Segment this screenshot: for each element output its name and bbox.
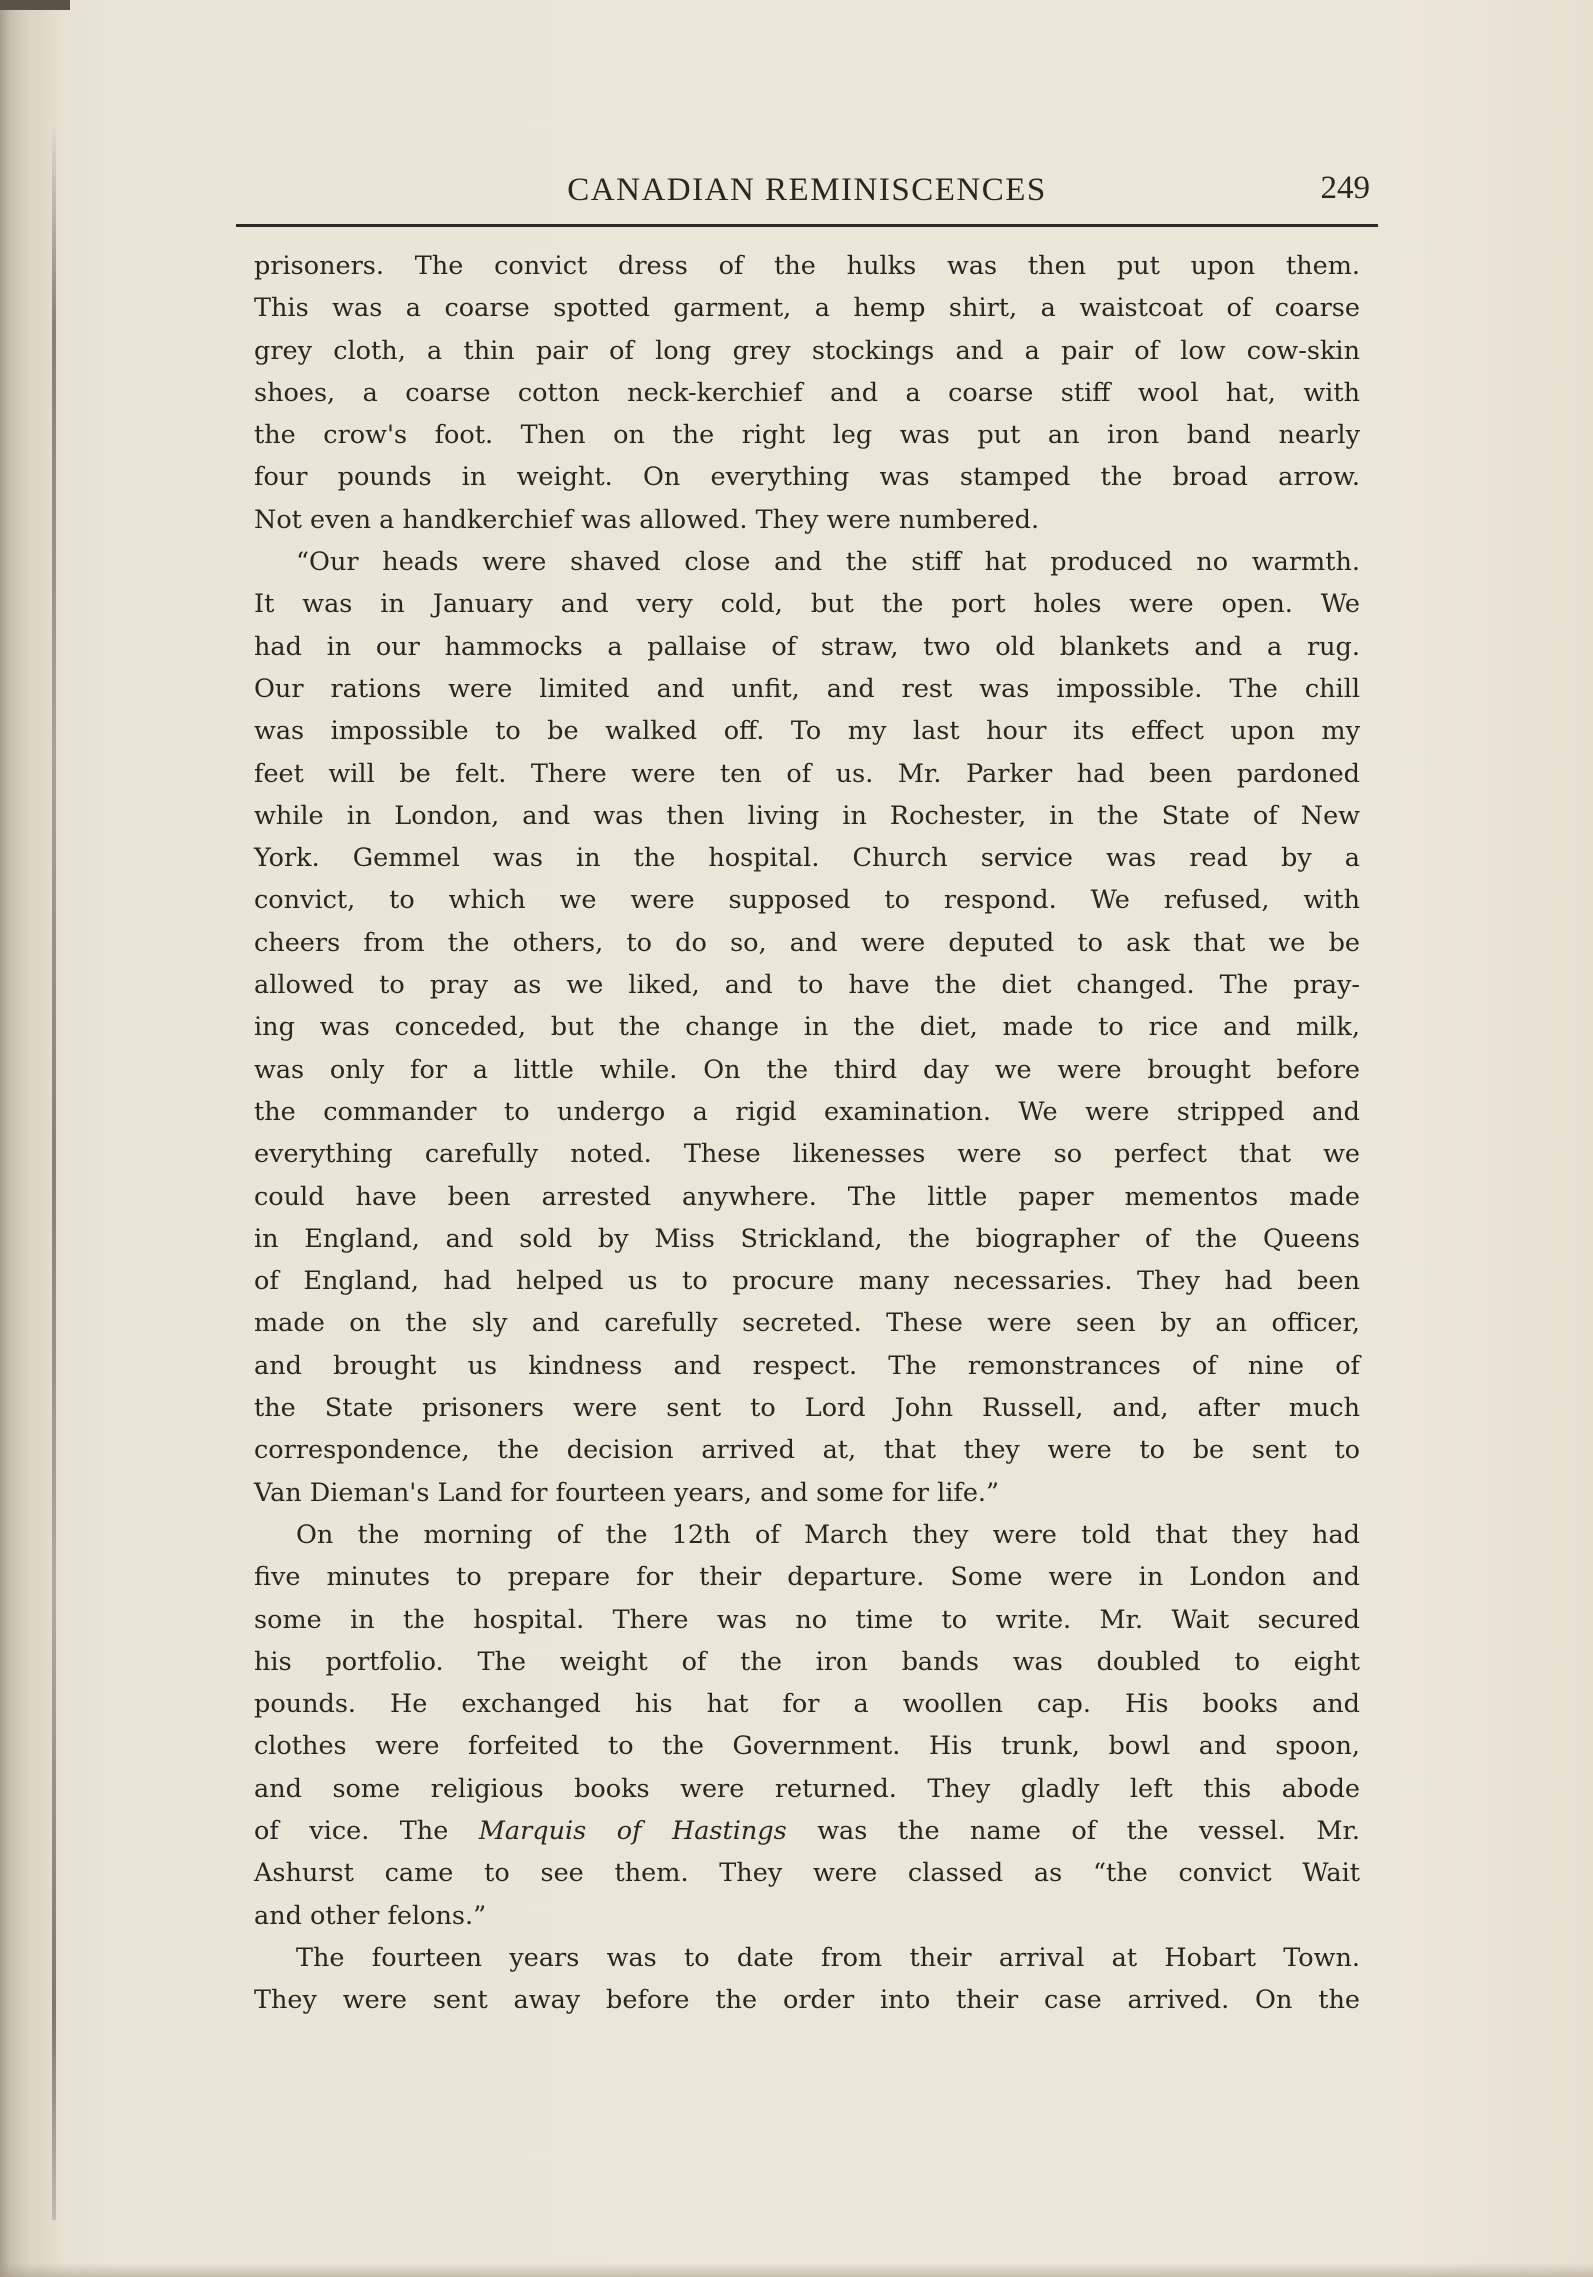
text-line: Not even a handkerchief was allowed. They were numbered. [254, 504, 1040, 535]
text-line: convict, to which we were supposed to respond. We refused, with [254, 885, 1360, 916]
text-line: “Our heads were shaved close and the stiff hat produced no warmth. [296, 547, 1360, 578]
ship-name: Marquis of Hastings [478, 1815, 787, 1846]
text-line: Our rations were limited and unfit, and rest was impossible. The chill [254, 673, 1360, 704]
bottom-edge-shadow [0, 2263, 1593, 2277]
text-line: feet will be felt. There were ten of us. Mr. Parker had been pardoned [254, 758, 1360, 789]
text-line [254, 1810, 1360, 1852]
text-line: cheers from the others, to do so, and were deputed to ask that we be [254, 927, 1360, 958]
header-rule [236, 224, 1378, 227]
spine-shadow [52, 120, 56, 2220]
text-line: could have been arrested anywhere. The little paper mementos made [254, 1181, 1360, 1212]
text-line: Ashurst came to see them. They were classed as “the convict Wait [254, 1858, 1360, 1889]
running-head: CANADIAN REMINISCENCES [567, 172, 1047, 208]
text-line: Van Dieman's Land for fourteen years, and some for life.” [254, 1477, 1000, 1508]
text-line: correspondence, the decision arrived at, that they were to be sent to [254, 1435, 1360, 1466]
text-line: was impossible to be walked off. To my last hour its effect upon my [254, 716, 1360, 747]
text-line: and other felons.” [254, 1900, 487, 1931]
text-line: had in our hammocks a pallaise of straw, two old blankets and a rug. [254, 631, 1360, 662]
text-line: the commander to undergo a rigid examination. We were stripped and [254, 1096, 1360, 1127]
page-corner-mark [0, 0, 70, 10]
text-line: allowed to pray as we liked, and to have the diet changed. The pray- [254, 970, 1360, 1001]
text-line: On the morning of the 12th of March they were told that they had [296, 1519, 1360, 1550]
text-line: They were sent away before the order into their case arrived. On the [254, 1985, 1360, 2016]
text-line: shoes, a coarse cotton neck-kerchief and a coarse stiff wool hat, with [254, 377, 1360, 408]
text-line: was only for a little while. On the third day we were brought before [254, 1054, 1360, 1085]
text-line: some in the hospital. There was no time to write. Mr. Wait secured [254, 1604, 1360, 1635]
text-line: made on the sly and carefully secreted. These were seen by an officer, [254, 1308, 1360, 1339]
text-line: four pounds in weight. On everything was stamped the broad arrow. [254, 462, 1360, 493]
page-number: 249 [1320, 170, 1370, 206]
text-line: This was a coarse spotted garment, a hemp shirt, a waistcoat of coarse [254, 293, 1360, 324]
text-line: and brought us kindness and respect. The remonstrances of nine of [254, 1350, 1360, 1381]
text-line: his portfolio. The weight of the iron bands was doubled to eight [254, 1646, 1360, 1677]
text-line: and some religious books were returned. They gladly left this abode [254, 1773, 1360, 1804]
text-line: in England, and sold by Miss Strickland, the biographer of the Queens [254, 1223, 1360, 1254]
text-line: The fourteen years was to date from their arrival at Hobart Town. [296, 1942, 1360, 1973]
text-line: pounds. He exchanged his hat for a woollen cap. His books and [254, 1689, 1360, 1720]
text-line: the crow's foot. Then on the right leg was put an iron band nearly [254, 420, 1360, 451]
text-span: was the name of the vessel. Mr. [786, 1815, 1360, 1846]
text-line: ing was conceded, but the change in the diet, made to rice and milk, [254, 1012, 1360, 1043]
text-line: the State prisoners were sent to Lord John Russell, and, after much [254, 1393, 1360, 1424]
body-text [254, 245, 1360, 2021]
text-line: It was in January and very cold, but the port holes were open. We [254, 589, 1360, 620]
text-line: clothes were forfeited to the Government. His trunk, bowl and spoon, [254, 1731, 1360, 1762]
text-line: grey cloth, a thin pair of long grey stockings and a pair of low cow-skin [254, 335, 1360, 366]
text-line: York. Gemmel was in the hospital. Church service was read by a [254, 843, 1360, 874]
text-span: of vice. The [254, 1815, 479, 1846]
text-line: everything carefully noted. These likenesses were so perfect that we [254, 1139, 1360, 1170]
text-line: five minutes to prepare for their departure. Some were in London and [254, 1562, 1360, 1593]
text-line: of England, had helped us to procure many necessaries. They had been [254, 1266, 1360, 1297]
page-header [236, 170, 1378, 230]
text-line: prisoners. The convict dress of the hulks was then put upon them. [254, 251, 1360, 281]
text-line: while in London, and was then living in Rochester, in the State of New [254, 800, 1360, 831]
